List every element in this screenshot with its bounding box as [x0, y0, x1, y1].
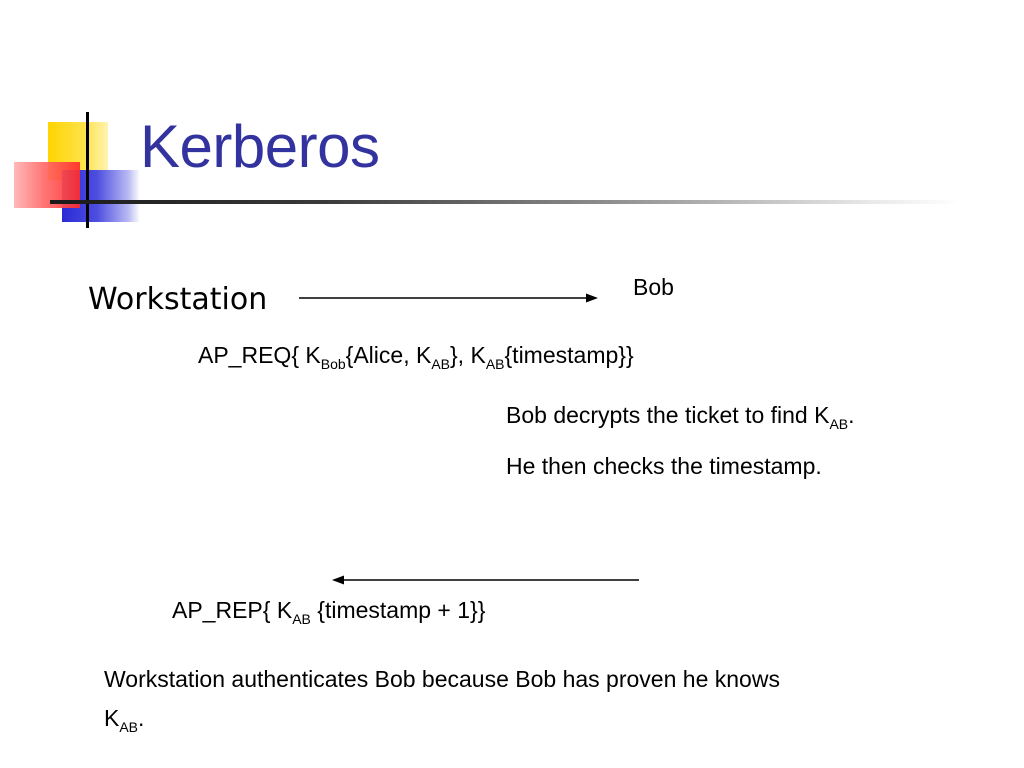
ap-req-prefix: AP_REQ{ K [198, 342, 321, 368]
ap-rep-sub-ab: AB [292, 611, 311, 627]
arrow-request-head [586, 294, 598, 303]
ap-req-part2: {Alice, K [345, 342, 432, 368]
bob-label: Bob [633, 274, 674, 300]
page-title: Kerberos [140, 113, 380, 180]
bob-checks-note: He then checks the timestamp. [506, 453, 822, 479]
ap-rep-prefix: AP_REP{ K [172, 597, 293, 623]
conclusion-end: . [138, 705, 145, 731]
bob-decrypts-text: Bob decrypts the ticket to find K [506, 402, 830, 428]
conclusion-k: K [104, 705, 120, 731]
ap-req-sub-ab1: AB [431, 356, 450, 372]
ap-req-sub-bob: Bob [320, 356, 346, 372]
ap-req-part4: {timestamp}} [504, 342, 634, 368]
arrow-workstation-to-bob [299, 294, 598, 303]
conclusion-line-1: Workstation authenticates Bob because Bob has proven he knows [104, 666, 780, 692]
bob-decrypts-end: . [848, 402, 855, 428]
ap-req-part3: }, K [450, 342, 486, 368]
workstation-label: Workstation [88, 282, 268, 317]
bob-decrypts-sub: AB [829, 416, 849, 432]
conclusion-sub-ab: AB [119, 719, 139, 735]
ap-rep-rest: {timestamp + 1}} [310, 597, 486, 623]
arrow-reply-head [332, 576, 344, 585]
ap-req-sub-ab2: AB [485, 356, 505, 372]
arrow-bob-to-workstation [332, 576, 639, 585]
